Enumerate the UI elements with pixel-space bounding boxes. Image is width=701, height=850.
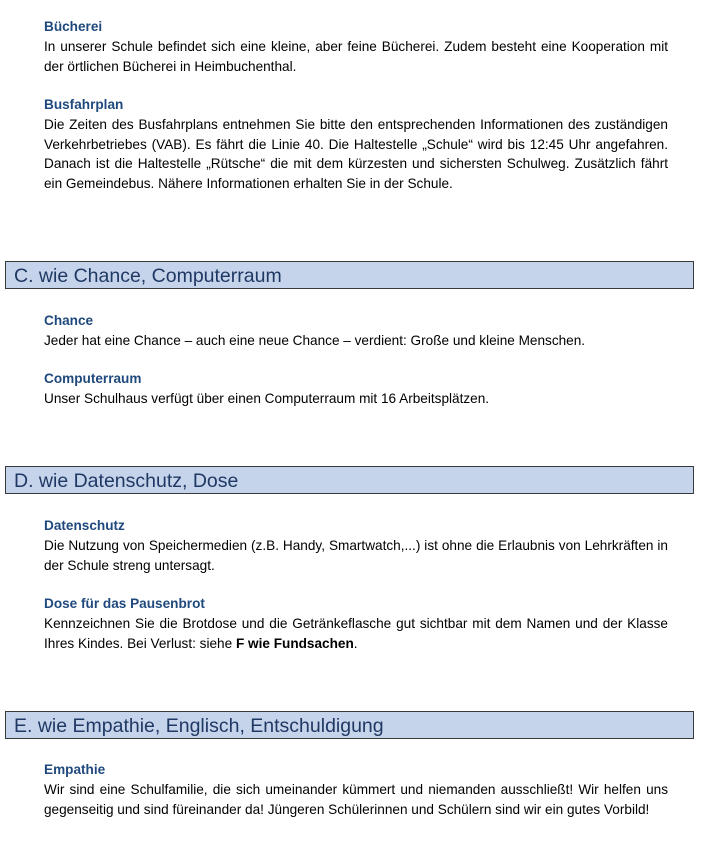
entry-datenschutz [44, 516, 668, 575]
entry-dose [44, 594, 668, 653]
entry-text: Wir sind eine Schulfamilie, die sich umeinander kümmert und niemanden ausschließt! Wir helfen uns gegenseitig und sind füreinander da! Jüngeren Schülerinnen und Schülern sind wir ein gutes Vorbild! [44, 782, 668, 817]
section-header-d [5, 466, 694, 494]
entry-text: Unser Schulhaus verfügt über einen Computerraum mit 16 Arbeitsplätzen. [44, 391, 490, 406]
section-header-e [5, 711, 694, 739]
section-title: E. wie Empathie, Englisch, Entschuldigung [14, 715, 384, 737]
entry-title: Empathie [44, 762, 106, 777]
entry-title: Chance [44, 313, 94, 328]
entry-busfahrplan [44, 95, 668, 193]
entry-title: Bücherei [44, 19, 103, 34]
entry-computerraum [44, 369, 668, 409]
entry-empathie [44, 760, 668, 819]
entry-title: Computerraum [44, 371, 142, 386]
cross-reference: F wie Fundsachen [235, 635, 354, 651]
entry-text: Kennzeichnen Sie die Brotdose und die Getränkeflasche gut sichtbar mit dem Namen und der Klasse Ihres Kindes. Bei Verlust: siehe F wie Fundsachen. [44, 616, 668, 651]
entry-title: Busfahrplan [44, 97, 124, 112]
entry-title: Datenschutz [44, 518, 125, 533]
entry-text: Die Nutzung von Speichermedien (z.B. Handy, Smartwatch,...) ist ohne die Erlaubnis von Lehrkräften in der Schule streng untersagt. [44, 538, 668, 573]
entry-chance [44, 311, 668, 351]
section-title: C. wie Chance, Computerraum [14, 265, 282, 287]
entry-text: In unserer Schule befindet sich eine kleine, aber feine Bücherei. Zudem besteht eine Kooperation mit der örtlichen Bücherei in Heimbuchenthal. [44, 39, 668, 74]
section-title: D. wie Datenschutz, Dose [14, 470, 239, 492]
entry-title: Dose für das Pausenbrot [44, 596, 205, 611]
entry-text: Jeder hat eine Chance – auch eine neue Chance – verdient: Große und kleine Menschen. [44, 333, 586, 348]
entry-text: Die Zeiten des Busfahrplans entnehmen Sie bitte den entsprechenden Informationen des zuständigen Verkehrbetriebes (VAB). Es fährt die Linie 40. Die Haltestelle „Schule“ wird bis 12:45 Uhr angefahren. Danach ist die Haltestelle „Rütsche“ die mit dem kürzesten und sichersten Schulweg. Zusätzlich fährt ein Gemeindebus. Nähere Informationen erhalten Sie in der Schule. [44, 117, 668, 191]
section-header-c [5, 261, 694, 289]
entry-buecherei [44, 17, 668, 76]
